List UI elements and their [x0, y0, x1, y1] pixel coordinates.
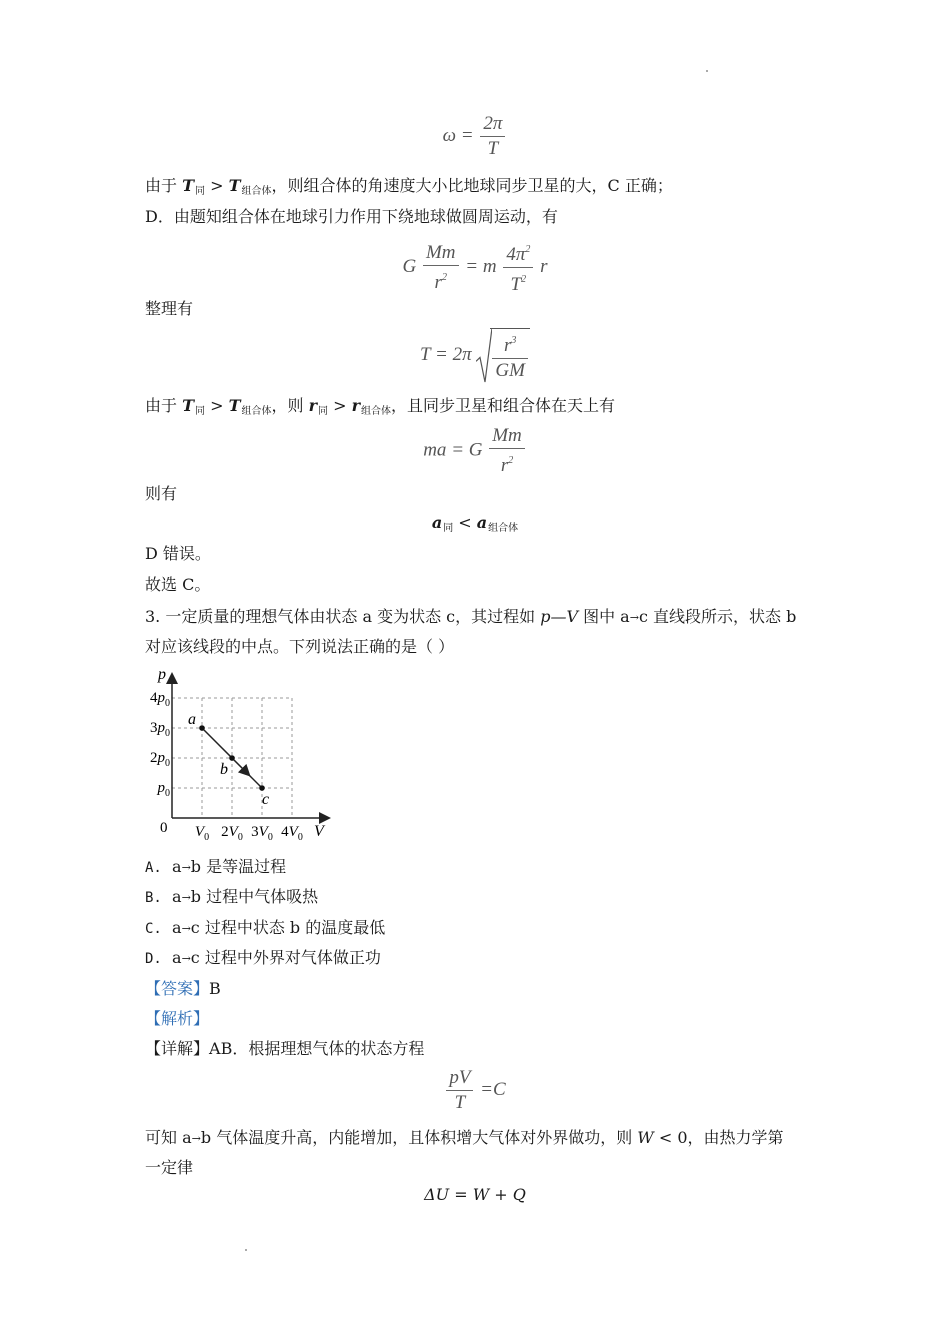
accel-a2: a [476, 513, 488, 532]
formula-grav-den2-wrap [503, 268, 533, 297]
formula-first-law: ΔU = W + Q [424, 1185, 526, 1204]
line1-T2: T [228, 176, 241, 195]
formula-ma [0, 424, 950, 478]
answer-value: B [209, 979, 221, 998]
line4-sub2: 组合体 [241, 406, 272, 417]
option-d-arrow: → [181, 952, 191, 965]
state-label-a: a [188, 711, 196, 728]
formula-grav-exp3: 2 [521, 274, 527, 285]
formula-grav-mid: = m [465, 255, 497, 277]
q3-pv: p—V [540, 607, 578, 626]
after-gas-post: ，由热力学第 [687, 1128, 784, 1147]
x-tick-label-2: $2V_0$ [221, 824, 243, 843]
y-axis-label: p [158, 666, 166, 683]
after-gas-lt: < 0 [653, 1128, 688, 1147]
option-c-arrow: → [181, 922, 191, 935]
accel-a1: a [431, 513, 443, 532]
formula-omega-eq: = [460, 124, 474, 146]
formula-grav-fraction-2 [503, 238, 533, 297]
text-line-1 [145, 175, 673, 203]
option-c-pre: a [172, 918, 182, 937]
option-b-text: b 过程中气体吸热 [190, 887, 319, 906]
formula-grav-r: r [540, 255, 548, 277]
line4-mid: ，则 [271, 396, 309, 415]
line1-gt: > [205, 176, 229, 195]
formula-accel [0, 513, 950, 534]
state-point-c [259, 785, 265, 791]
line1-sub2: 组合体 [241, 186, 272, 197]
option-c [145, 917, 385, 940]
formula-omega-fraction [480, 112, 505, 161]
formula-grav-den1: r [434, 271, 442, 293]
text-line-6: D 错误。 [145, 544, 211, 563]
option-b-pre: a [172, 887, 182, 906]
line1-sub1: 同 [195, 186, 205, 197]
line4-gt: > [205, 396, 229, 415]
line4-T1: T [182, 396, 194, 415]
state-label-c: c [262, 791, 270, 808]
line4-gt2: > [328, 396, 352, 415]
formula-grav-num2: 4π [506, 244, 526, 265]
formula-gas-num: pV [446, 1066, 473, 1091]
detail-line [145, 1038, 424, 1060]
x-tick-labels [195, 824, 303, 843]
option-d-pre: a [172, 948, 182, 967]
formula-grav-exp2: 2 [525, 244, 531, 255]
text-line-4 [145, 395, 615, 423]
formula-gas-law [0, 1066, 950, 1115]
y-tick-label-3: $3p_0$ [150, 720, 170, 739]
scan-mark-top [706, 70, 708, 72]
x-tick-label-3: $3V_0$ [251, 824, 273, 843]
formula-period-sqrt-inner [490, 328, 530, 383]
text-after-gas-1 [145, 1127, 784, 1150]
accel-lt: < [453, 513, 477, 532]
q3-post: c 直线段所示，状态 b [638, 607, 797, 626]
y-tick-label-4: $4p_0$ [150, 690, 170, 709]
formula-ma-lhs: ma [423, 439, 447, 461]
line4-r2: r [351, 396, 361, 415]
text-line-5: 则有 [145, 484, 178, 503]
formula-omega-num: 2π [480, 112, 505, 137]
formula-omega [0, 112, 950, 161]
option-c-label: C. [145, 921, 162, 937]
formula-period-den: GM [495, 360, 525, 381]
y-tick-labels [150, 690, 170, 799]
line4-sub4: 组合体 [361, 406, 392, 417]
line1-post: ，则组合体的角速度大小比地球同步卫星的大，C 正确； [271, 176, 673, 195]
text-after-gas-2: 一定律 [145, 1158, 194, 1177]
option-a-pre: a [172, 857, 182, 876]
line4-T2: T [228, 396, 241, 415]
q3-mid: 图中 a [578, 607, 630, 626]
formula-grav-num1: Mm [423, 241, 459, 266]
after-gas-pre: 可知 a [145, 1128, 192, 1147]
option-a [145, 856, 286, 879]
analysis-label: 【解析】 [145, 1009, 210, 1028]
line4-post: ，且同步卫星和组合体在天上有 [391, 396, 616, 415]
x-tick-label-1: $V_0$ [194, 824, 210, 843]
origin-label: 0 [160, 820, 168, 836]
state-label-b: b [220, 761, 228, 778]
text-line-3: 整理有 [145, 299, 194, 318]
option-b-arrow: → [181, 891, 191, 904]
formula-omega-lhs: ω [442, 124, 457, 146]
state-points [188, 711, 269, 808]
formula-ma-fraction [489, 424, 525, 478]
formula-ma-den-wrap [489, 449, 525, 478]
y-tick-label-2: $2p_0$ [150, 750, 170, 769]
y-tick-label-1: $p_0$ [157, 780, 170, 799]
formula-period-lhs: T [420, 343, 431, 365]
line4-sub3: 同 [318, 406, 329, 417]
after-gas-mid: b 气体温度升高，内能增加，且体积增大气体对外界做功，则 [200, 1128, 638, 1147]
formula-period [0, 328, 950, 383]
x-tick-label-4: $4V_0$ [281, 824, 303, 843]
formula-grav-den2: T [510, 274, 522, 295]
formula-grav-g: G [402, 255, 417, 277]
line1-T1: T [182, 176, 194, 195]
accel-sub2: 组合体 [488, 523, 519, 534]
formula-ma-eq: = G [451, 439, 483, 461]
formula-period-num-wrap [492, 329, 528, 359]
formula-period-eq: = 2π [435, 343, 472, 365]
analysis-line [145, 1008, 209, 1030]
line4-r1: r [308, 396, 318, 415]
option-d-text: c 过程中外界对气体做正功 [190, 948, 381, 967]
line1-pre: 由于 [145, 176, 183, 195]
answer-line [145, 978, 221, 1000]
formula-period-num-exp: 3 [511, 335, 517, 346]
q3-pre: 3. 一定质量的理想气体由状态 a 变为状态 c，其过程如 [145, 607, 541, 626]
process-line-to-c [249, 775, 263, 789]
x-axis-label: V [314, 823, 324, 840]
option-a-arrow: → [181, 861, 191, 874]
formula-ma-exp: 2 [508, 455, 514, 466]
option-a-text: b 是等温过程 [190, 857, 287, 876]
formula-gas-den: T [454, 1092, 466, 1113]
detail-text: AB．根据理想气体的状态方程 [209, 1039, 425, 1058]
line4-sub1: 同 [195, 406, 205, 417]
state-point-a [199, 725, 205, 731]
formula-ma-den: r [500, 455, 509, 476]
accel-sub1: 同 [443, 523, 454, 534]
state-point-b [229, 755, 235, 761]
text-line-2: D．由题知组合体在地球引力作用下绕地球做圆周运动，有 [145, 207, 558, 226]
text-line-7: 故选 C。 [145, 575, 211, 594]
formula-grav-num2-wrap [503, 238, 533, 268]
formula-gas-fraction [446, 1066, 473, 1115]
formula-grav-fraction-1 [423, 241, 459, 295]
scan-mark-bottom [245, 1249, 247, 1251]
option-a-label: A. [145, 860, 162, 876]
option-d [145, 947, 381, 970]
option-d-label: D. [145, 951, 162, 967]
formula-period-fraction [492, 329, 528, 383]
answer-label: 【答案】 [145, 979, 210, 998]
option-b [145, 886, 318, 909]
sqrt-radical-icon [476, 328, 492, 383]
after-gas-arrow: → [191, 1132, 201, 1145]
formula-period-sqrt [476, 328, 530, 383]
formula-gravity [0, 238, 950, 297]
q3-arrow: → [629, 611, 639, 624]
line4-pre: 由于 [145, 396, 183, 415]
formula-period-num: r [503, 335, 512, 356]
formula-omega-den: T [487, 138, 499, 159]
pv-graph [140, 665, 340, 845]
option-b-label: B. [145, 890, 162, 906]
question-3-line-1 [145, 606, 796, 629]
formula-ma-num: Mm [489, 424, 525, 449]
detail-label: 【详解】 [145, 1039, 210, 1058]
formula-grav-den1-wrap [423, 266, 459, 295]
option-c-text: c 过程中状态 b 的温度最低 [190, 918, 386, 937]
formula-grav-exp1: 2 [441, 271, 447, 283]
after-gas-W: W [637, 1128, 654, 1147]
question-3-line-2: 对应该线段的中点。下列说法正确的是（ ） [145, 637, 455, 656]
formula-gas-eq: =C [480, 1078, 506, 1100]
